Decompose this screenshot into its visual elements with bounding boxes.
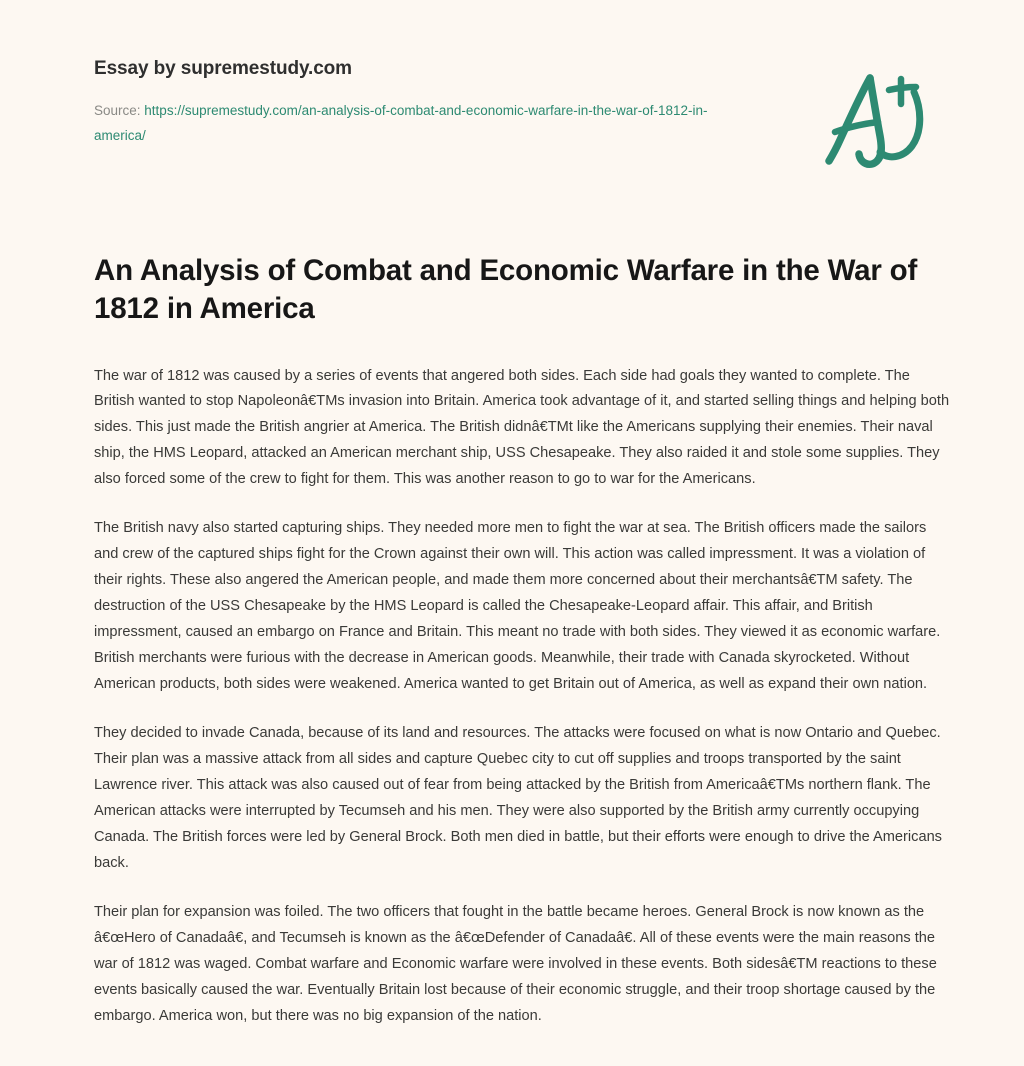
document-header [0,0,1024,200]
article-paragraph: The war of 1812 was caused by a series of events that angered both sides. Each side had goals they wanted to complete. The British wanted to stop Napoleonâ€TMs invasion into Britain. America took advantage of it, and started selling things and helping both sides. This just made the British angrier at America. The British didnâ€TMt like the Americans supplying their enemies. Their naval ship, the HMS Leopard, attacked an American merchant ship, USS Chesapeake. They also raided it and stole some supplies. They also forced some of the crew to fight for them. This was another reason to go to war for the Americans. [94,367,950,488]
source-url-link[interactable]: https://supremestudy.com/an-analysis-of-combat-and-economic-warfare-in-the-war-of-1812-in-america/ [94,102,708,143]
article-body [94,364,954,1030]
essay-attribution: Essay by supremestudy.com [94,58,352,79]
source-line [94,99,759,149]
article-paragraph: Their plan for expansion was foiled. The two officers that fought in the battle became heroes. General Brock is now known as the â€œHero of Canadaâ€, and Tecumseh is known as the â€œDefender of Canadaâ€. All of these events were the main reasons the war of 1812 was waged. Combat warfare and Economic warfare were involved in these events. Both sidesâ€TM reactions to these events basically caused the war. Eventually Britain lost because of their economic struggle, and their troop shortage caused by the embargo. America won, but there was no big expansion of the nation. [94,903,937,1024]
article-paragraph: They decided to invade Canada, because of its land and resources. The attacks were focused on what is now Ontario and Quebec. Their plan was a massive attack from all sides and capture Quebec city to cut off supplies and troops transported by the saint Lawrence river. This attack was also caused out of fear from being attacked by the British from Americaâ€TMs northern flank. The American attacks were interrupted by Tecumseh and his men. They were also supported by the British army currently occupying Canada. The British forces were led by General Brock. Both men died in battle, but their efforts were enough to drive the Americans back. [94,725,942,871]
a-plus-logo-icon [810,62,930,172]
page-title: An Analysis of Combat and Economic Warfare in the War of 1812 in America [94,254,918,325]
header-text-block [94,58,794,149]
article-container [94,252,954,1030]
article-paragraph: The British navy also started capturing ships. They needed more men to fight the war at sea. The British officers made the sailors and crew of the captured ships fight for the Crown against their own will. This action was called impressment. It was a violation of their rights. These also angered the American people, and made them more concerned about their merchantsâ€TM safety. The destruction of the USS Chesapeake by the HMS Leopard is called the Chesapeake-Leopard affair. This affair, and British impressment, caused an embargo on France and Britain. This meant no trade with both sides. They viewed it as economic warfare. British merchants were furious with the decrease in American goods. Meanwhile, their trade with Canada skyrocketed. Without American products, both sides were weakened. America wanted to get Britain out of America, as well as expand their own nation. [94,520,941,693]
source-label: Source: [94,102,141,118]
